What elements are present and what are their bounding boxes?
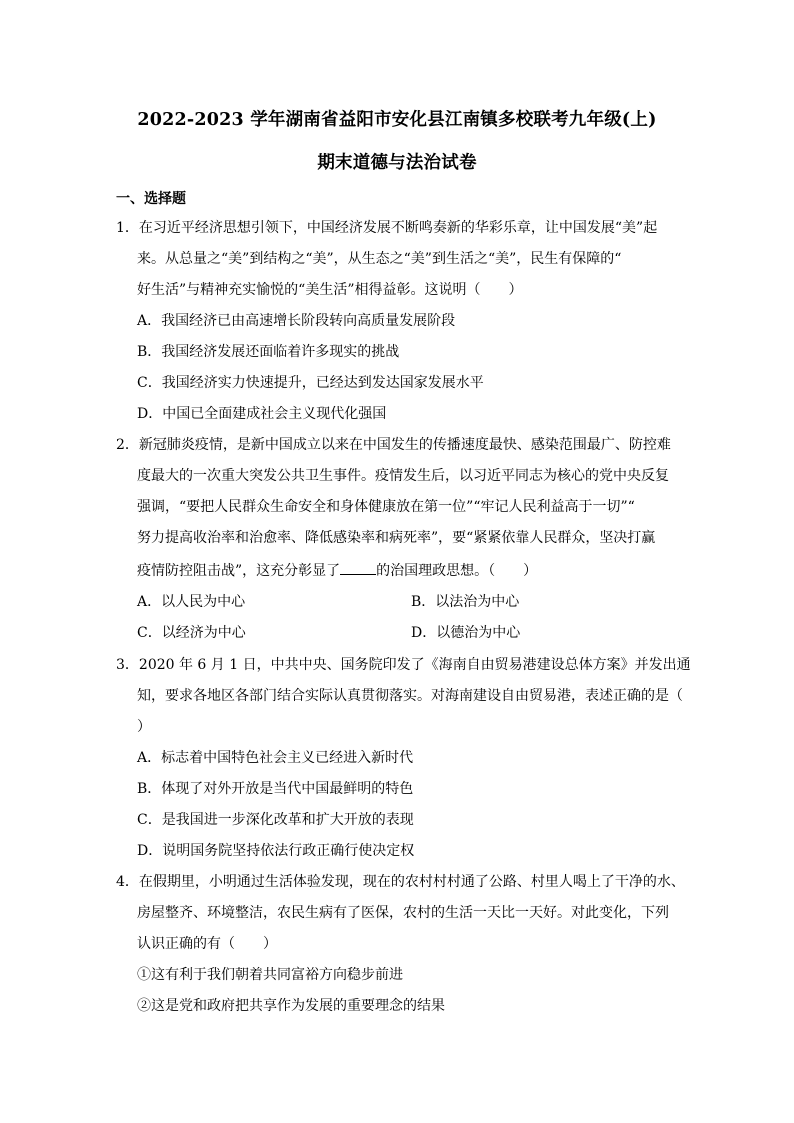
question-1-option-d: D．中国已全面建成社会主义现代化强国 [137, 406, 387, 422]
question-3-option-a: A．标志着中国特色社会主义已经进入新时代 [137, 750, 414, 766]
question-3-option-d: D．说明国务院坚持依法行政正确行使决定权 [137, 843, 415, 859]
question-1-stem-line3: 好生活”与精神充实愉悦的“美生活”相得益彰。这说明（ ） [137, 282, 523, 298]
question-2-option-d: D．以德治为中心 [411, 625, 521, 641]
exam-title-line1: 2022-2023 学年湖南省益阳市安化县江南镇多校联考九年级(上) [137, 110, 657, 130]
question-2-stem-line5-before: 疫情防控阻击战”，这充分彰显了 [137, 563, 341, 579]
question-2-option-a: A．以人民为中心 [137, 594, 246, 610]
section-heading-choice: 一、选择题 [116, 191, 186, 207]
question-2-stem-line1: 2．新冠肺炎疫情，是新中国成立以来在中国发生的传播速度最快、感染范围最广、防控难 [116, 437, 671, 453]
question-2-stem-line2: 度最大的一次重大突发公共卫生事件。疫情发生后，以习近平同志为核心的党中央反复 [137, 468, 669, 484]
fill-in-blank [340, 560, 376, 575]
question-4-stem-line3: 认识正确的有（ ） [137, 936, 277, 952]
exam-title-line2: 期末道德与法治试卷 [317, 153, 477, 173]
question-1-option-b: B．我国经济发展还面临着许多现实的挑战 [137, 344, 400, 360]
question-2-option-b: B．以法治为中心 [411, 594, 520, 610]
question-3-option-b: B．体现了对外开放是当代中国最鲜明的特色 [137, 781, 414, 797]
question-3-option-c: C．是我国进一步深化改革和扩大开放的表现 [137, 812, 414, 828]
question-4-statement-1: ①这有利于我们朝着共同富裕方向稳步前进 [137, 967, 403, 983]
question-2-stem-line3: 强调，“要把人民群众生命安全和身体健康放在第一位”“牢记人民利益高于一切”“ [137, 499, 635, 515]
question-4-stem-line2: 房屋整齐、环境整洁，农民生病有了医保，农村的生活一天比一天好。对此变化，下列 [137, 905, 669, 921]
question-4-stem-line1: 4．在假期里，小明通过生活体验发现，现在的农村村村通了公路、村里人喝上了干净的水、 [116, 874, 685, 890]
question-2-stem-line5-after: 的治国理政思想。（ ） [376, 563, 538, 579]
question-3-stem-line3: ） [137, 719, 151, 735]
question-2-stem-line5 [137, 560, 537, 580]
question-1-option-a: A．我国经济已由高速增长阶段转向高质量发展阶段 [137, 313, 456, 329]
question-1-stem-line2: 来。从总量之“美”到结构之“美”，从生态之“美”到生活之“美”，民生有保障的“ [137, 251, 622, 267]
question-1-option-c: C．我国经济实力快速提升，已经达到发达国家发展水平 [137, 375, 484, 391]
question-4-statement-2: ②这是党和政府把共享作为发展的重要理念的结果 [137, 998, 445, 1014]
question-2-option-c: C．以经济为中心 [137, 625, 246, 641]
question-1-stem-line1: 1．在习近平经济思想引领下，中国经济发展不断鸣奏新的华彩乐章，让中国发展“美”起 [116, 220, 658, 236]
question-3-stem-line2: 知，要求各地区各部门结合实际认真贯彻落实。对海南建设自由贸易港，表述正确的是（ [137, 688, 683, 704]
question-2-stem-line4: 努力提高收治率和治愈率、降低感染率和病死率”，要“紧紧依靠人民群众，坚决打赢 [137, 530, 656, 546]
question-3-stem-line1: 3．2020 年 6 月 1 日，中共中央、国务院印发了《海南自由贸易港建设总体方案》并发出通 [116, 657, 691, 673]
